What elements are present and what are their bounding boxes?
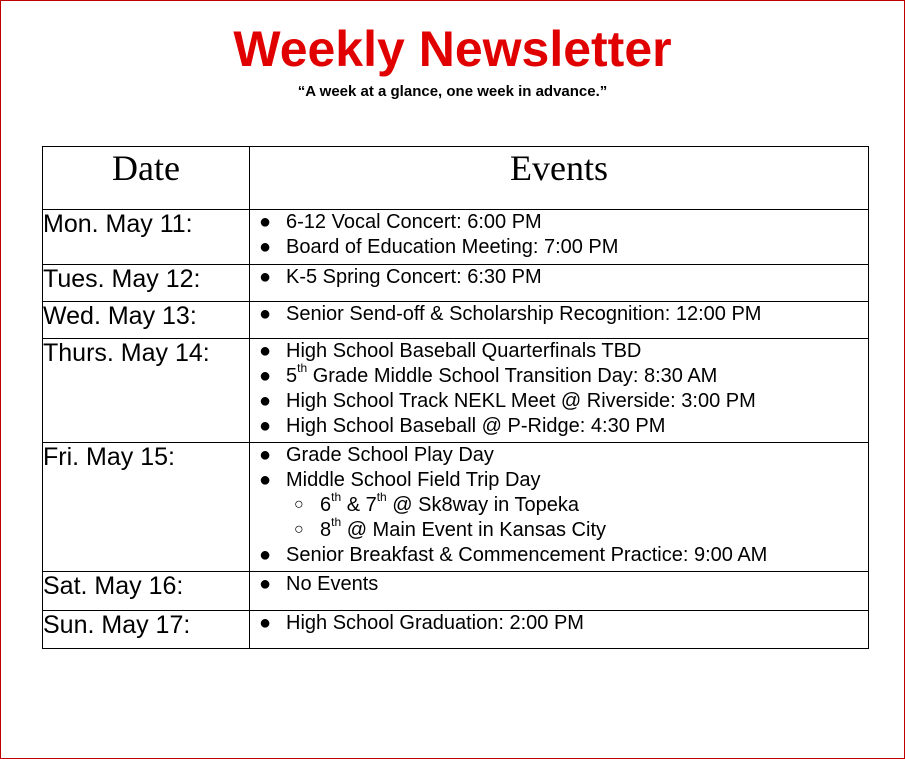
- table-row: [43, 339, 869, 443]
- event-item: ● Senior Breakfast & Commencement Practice: 9:00 AM: [259, 544, 768, 566]
- day-events: [250, 265, 869, 302]
- event-item: ● High School Track NEKL Meet @ Riverside: 3:00 PM: [259, 390, 756, 412]
- bullet-icon: ●: [259, 544, 272, 566]
- day-date: Mon. May 11:: [43, 210, 250, 265]
- day-date: Tues. May 12:: [43, 265, 250, 302]
- day-events: [250, 339, 869, 443]
- bullet-icon: ●: [259, 340, 272, 362]
- bullet-icon: ●: [259, 415, 272, 437]
- events-table: [42, 146, 869, 649]
- bullet-icon: ●: [259, 390, 272, 412]
- table-row: [43, 572, 869, 611]
- bullet-icon: ●: [259, 469, 272, 491]
- table-header-row: [43, 147, 869, 210]
- table-row: [43, 210, 869, 265]
- event-item: ● Middle School Field Trip Day ○ 6th & 7th @ Sk8way in Topeka ○ 8th @ Main Event in Kansas City: [250, 468, 868, 543]
- table-row: [43, 302, 869, 339]
- bullet-icon: ●: [259, 236, 272, 258]
- sub-event-item: ○ 8th @ Main Event in Kansas City: [294, 515, 606, 541]
- event-item: ● High School Baseball Quarterfinals TBD: [259, 340, 642, 362]
- event-item: ● K-5 Spring Concert: 6:30 PM: [259, 266, 542, 288]
- day-events: [250, 302, 869, 339]
- hollow-bullet-icon: ○: [294, 496, 304, 513]
- bullet-icon: ●: [259, 365, 272, 387]
- bullet-icon: ●: [259, 211, 272, 233]
- table-row: [43, 443, 869, 572]
- day-date: Fri. May 15:: [43, 443, 250, 572]
- hollow-bullet-icon: ○: [294, 521, 304, 538]
- day-date: Thurs. May 14:: [43, 339, 250, 443]
- event-item: ● Grade School Play Day: [259, 444, 494, 466]
- table-row: [43, 265, 869, 302]
- bullet-icon: ●: [259, 303, 272, 325]
- event-item: ● High School Baseball @ P-Ridge: 4:30 PM: [259, 415, 666, 437]
- day-date: Sun. May 17:: [43, 611, 250, 649]
- newsletter-tagline: “A week at a glance, one week in advance.”: [297, 83, 608, 100]
- event-item: ● Board of Education Meeting: 7:00 PM: [259, 236, 619, 258]
- day-date: Wed. May 13:: [43, 302, 250, 339]
- day-events: [250, 443, 869, 572]
- sub-event-item: ○ 6th & 7th @ Sk8way in Topeka: [294, 490, 579, 516]
- day-events: [250, 210, 869, 265]
- bullet-icon: ●: [259, 444, 272, 466]
- event-item: ● High School Graduation: 2:00 PM: [259, 612, 584, 634]
- date-column-header: Date: [43, 147, 250, 210]
- day-events: [250, 611, 869, 649]
- newsletter-title: Weekly Newsletter: [233, 21, 672, 77]
- day-events: [250, 572, 869, 611]
- event-item: ● 5th Grade Middle School Transition Day: 8:30 AM: [259, 361, 718, 387]
- event-item: ● 6-12 Vocal Concert: 6:00 PM: [259, 211, 542, 233]
- table-row: [43, 611, 869, 649]
- bullet-icon: ●: [259, 612, 272, 634]
- day-date: Sat. May 16:: [43, 572, 250, 611]
- event-item: ● Senior Send-off & Scholarship Recognition: 12:00 PM: [259, 303, 762, 325]
- bullet-icon: ●: [259, 573, 272, 595]
- event-item: ● No Events: [259, 573, 379, 595]
- bullet-icon: ●: [259, 266, 272, 288]
- events-column-header: Events: [250, 147, 869, 210]
